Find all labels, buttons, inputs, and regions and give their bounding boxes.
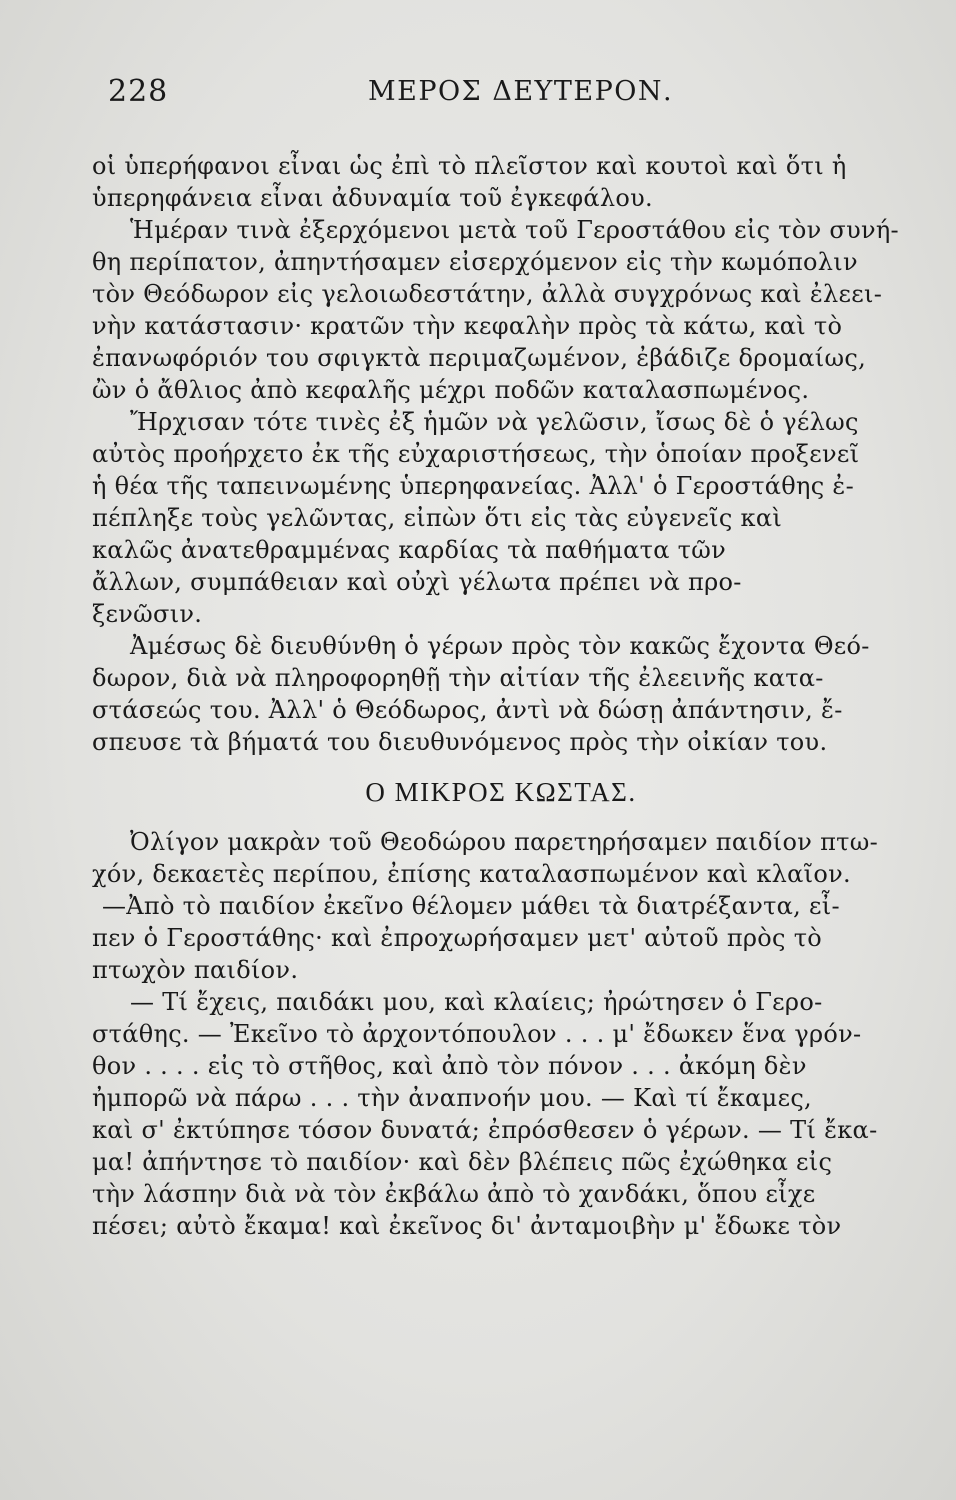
text-line: δωρον, διὰ νὰ πληροφορηθῇ τὴν αἰτίαν τῆς ἐλεεινῆς κατα- — [92, 664, 824, 692]
text-line: θον . . . . εἰς τὸ στῆθος, καὶ ἀπὸ τὸν πόνον . . . ἀκόμη δὲν — [92, 1052, 807, 1080]
dialogue-line: —Ἀπὸ τὸ παιδίον ἐκεῖνο θέλομεν μάθει τὰ διατρέξαντα, εἶ- — [102, 892, 840, 920]
body-text — [92, 150, 910, 1242]
text-line: τὸν Θεόδωρον εἰς γελοιωδεστάτην, ἀλλὰ συγχρόνως καὶ ἐλεει- — [92, 280, 883, 308]
text-line: πέπληξε τοὺς γελῶντας, εἰπὼν ὅτι εἰς τὰς εὐγενεῖς καὶ — [92, 504, 783, 532]
section-title: Ο ΜΙΚΡΟΣ ΚΩΣΤΑΣ. — [365, 777, 637, 807]
text-line: αὐτὸς προήρχετο ἐκ τῆς εὐχαριστήσεως, τὴν ὁποίαν προξενεῖ — [92, 440, 860, 468]
paragraph-start-line: Ἤρχισαν τότε τινὲς ἐξ ἡμῶν νὰ γελῶσιν, ἴσως δὲ ὁ γέλως — [130, 408, 859, 436]
text-line: τὴν λάσπην διὰ νὰ τὸν ἐκβάλω ἀπὸ τὸ χανδάκι, ὅπου εἶχε — [92, 1180, 816, 1208]
paragraph-start-line: Ὀλίγον μακρὰν τοῦ Θεοδώρου παρετηρήσαμεν παιδίον πτω- — [130, 828, 879, 856]
running-head: ΜΕΡΟΣ ΔΕΥΤΕΡΟΝ. — [368, 76, 674, 107]
paragraph-start-line: Ἀμέσως δὲ διευθύνθη ὁ γέρων πρὸς τὸν κακῶς ἔχοντα Θεό- — [130, 632, 870, 660]
text-line: μα! ἀπήντησε τὸ παιδίον· καὶ δὲν βλέπεις πῶς ἐχώθηκα εἰς — [92, 1148, 833, 1176]
text-line: καλῶς ἀνατεθραμμένας καρδίας τὰ παθήματα τῶν — [92, 536, 726, 564]
text-line: νὴν κατάστασιν· κρατῶν τὴν κεφαλὴν πρὸς τὰ κάτω, καὶ τὸ — [92, 312, 843, 340]
text-line: ἠμπορῶ νὰ πάρω . . . τὴν ἀναπνοήν μου. — Καὶ τί ἔκαμες, — [92, 1084, 812, 1112]
text-line: στάθης. — Ἐκεῖνο τὸ ἀρχοντόπουλον . . . μ' ἔδωκεν ἕνα γρόν- — [92, 1020, 862, 1048]
text-line: καὶ σ' ἐκτύπησε τόσον δυνατά; ἐπρόσθεσεν ὁ γέρων. — Τί ἔκα- — [92, 1116, 878, 1144]
text-line: ἐπανωφόριόν του σφιγκτὰ περιμαζωμένον, ἐβάδιζε δρομαίως, — [92, 344, 867, 372]
text-line: οἱ ὑπερήφανοι εἶναι ὡς ἐπὶ τὸ πλεῖστον καὶ κουτοὶ καὶ ὅτι ἡ — [92, 152, 847, 180]
text-line: σπευσε τὰ βήματά του διευθυνόμενος πρὸς τὴν οἰκίαν του. — [92, 728, 828, 756]
text-line: ξενῶσιν. — [92, 600, 203, 628]
text-line: ἡ θέα τῆς ταπεινωμένης ὑπερηφανείας. Ἀλλ' ὁ Γεροστάθης ἐ- — [92, 472, 854, 500]
text-line: στάσεώς του. Ἀλλ' ὁ Θεόδωρος, ἀντὶ νὰ δώσῃ ἀπάντησιν, ἔ- — [92, 696, 843, 724]
text-line: ἄλλων, συμπάθειαν καὶ οὐχὶ γέλωτα πρέπει νὰ προ- — [92, 568, 742, 596]
dialogue-line: — Τί ἔχεις, παιδάκι μου, καὶ κλαίεις; ἠρώτησεν ὁ Γερο- — [130, 988, 823, 1016]
text-line: ὑπερηφάνεια εἶναι ἀδυναμία τοῦ ἐγκεφάλου. — [92, 184, 653, 212]
page-header — [0, 74, 956, 124]
page-number: 228 — [108, 74, 169, 109]
text-line: πτωχὸν παιδίον. — [92, 956, 299, 984]
text-line: χόν, δεκαετὲς περίπου, ἐπίσης καταλασπωμένον καὶ κλαῖον. — [92, 860, 851, 888]
text-line: ὢν ὁ ἄθλιος ἀπὸ κεφαλῆς μέχρι ποδῶν καταλασπωμένος. — [92, 376, 810, 404]
text-line: πεν ὁ Γεροστάθης· καὶ ἐπροχωρήσαμεν μετ' αὐτοῦ πρὸς τὸ — [92, 924, 823, 952]
text-line: θη περίπατον, ἀπηντήσαμεν εἰσερχόμενον εἰς τὴν κωμόπολιν — [92, 248, 858, 276]
paragraph-start-line: Ἡμέραν τινὰ ἐξερχόμενοι μετὰ τοῦ Γεροστάθου εἰς τὸν συνή- — [130, 216, 899, 244]
text-line: πέσει; αὐτὸ ἔκαμα! καὶ ἐκεῖνος δι' ἀνταμοιβὴν μ' ἔδωκε τὸν — [92, 1212, 842, 1240]
